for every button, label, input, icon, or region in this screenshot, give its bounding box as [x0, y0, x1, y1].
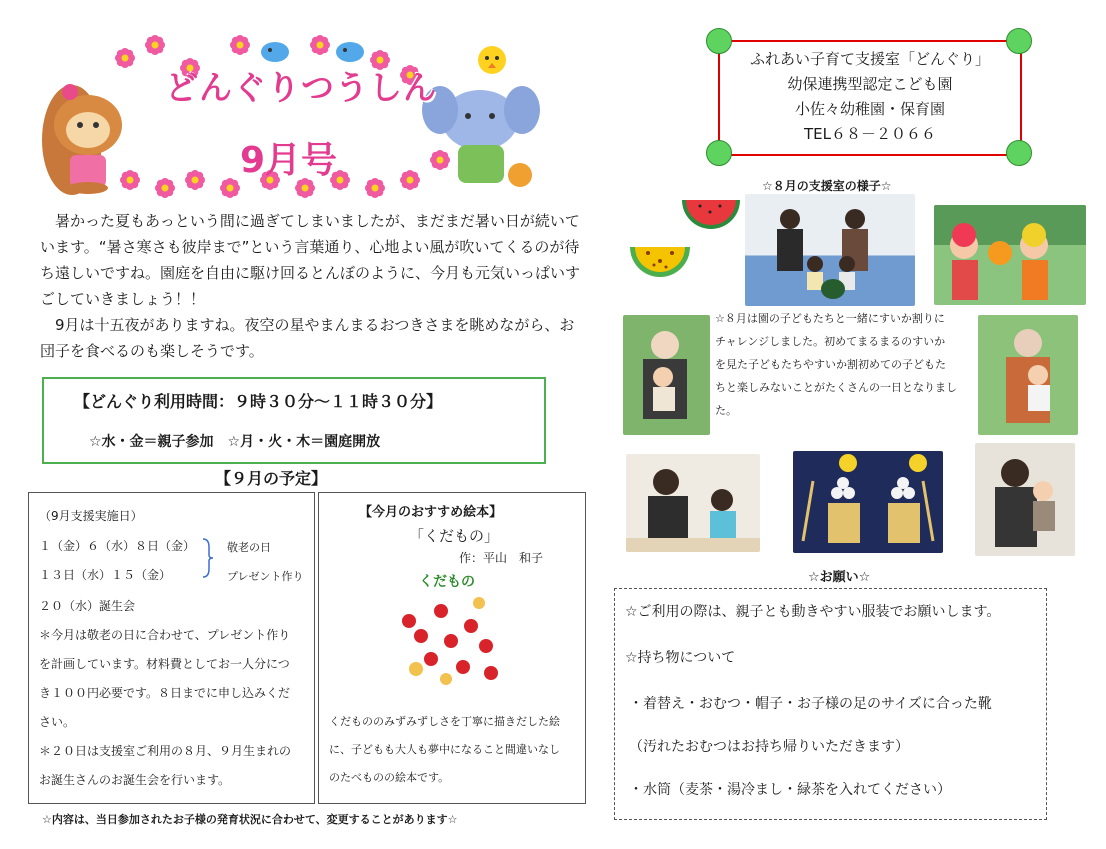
august-text-line: ☆８月は園の子どもたちと一緒にすいか割りに [715, 312, 945, 325]
book-title: 「くだもの」 [409, 527, 500, 545]
book-recommendation-box [318, 492, 586, 804]
request-line: ・着替え・おむつ・帽子・お子様の足のサイズに合った靴 [629, 696, 992, 712]
schedule-note: を計画しています。材料費としてお一人分につ [39, 657, 290, 671]
intro-paragraph: 暑かった夏もあっという間に過ぎてしまいましたが、まだまだ暑い日が続いています。“暑さ寒さも彼岸まで”という言葉通り、心地よい風が吹いてくるのが待ち遠しいですね。園庭を自由に駆け回るとんぼのように、今月も元気いっぱいすごしていきましょう！！ [40, 212, 581, 308]
schedule-note: ＊今月は敬老の日に合わせて、プレゼント作り [39, 628, 291, 642]
flower-icon [230, 35, 250, 55]
event-label: プレゼント作り [227, 570, 304, 583]
header-decoration [30, 30, 570, 210]
event-label: 敬老の日 [227, 541, 271, 554]
corner-dot [706, 28, 732, 54]
newsletter-title: どんぐりつうしん [165, 68, 437, 107]
flower-icon [220, 178, 240, 198]
facility-type: 幼保連携型認定こども園 [787, 75, 953, 93]
august-text-line: を見た子どもたちやすいか割初めての子どもた [715, 358, 946, 371]
august-text [715, 307, 967, 422]
august-caption: ☆８月の支援室の様子☆ [762, 179, 892, 193]
birthday-date: ２０（水）誕生会 [39, 599, 136, 613]
book-description: くだもののみずみずしさを丁寧に描きだした絵 [329, 715, 560, 728]
request-line: ☆ご利用の際は、親子とも動きやすい服装でお願いします。 [625, 604, 1001, 620]
schedule-dates: １３日（水）１５（金） [39, 568, 172, 582]
book-description: に、子どもも大人も夢中になること間違いなし [329, 743, 560, 756]
schedule-heading: （9月支援実施日） [39, 509, 143, 523]
hours-box [42, 377, 546, 464]
requests-title: ☆お願い☆ [808, 570, 871, 585]
book-description: のたべものの絵本です。 [329, 771, 450, 784]
schedule-box [28, 492, 315, 804]
photo-mother-baby-2 [978, 315, 1078, 435]
schedule-note: ＊２０日は支援室ご利用の８月、９月生まれの [39, 744, 292, 758]
watermelon-drawing [680, 196, 742, 232]
schedule-note: さい。 [39, 715, 76, 729]
watermelon-drawing [628, 243, 692, 283]
book-cover-title: くだもの [419, 574, 475, 590]
flower-icon [145, 35, 165, 55]
photo-mother-child-table [626, 454, 760, 552]
days-text: ☆水・金＝親子参加 ☆月・火・木＝園庭開放 [89, 434, 381, 450]
facility-name: ふれあい子育て支援室「どんぐり」 [749, 50, 990, 68]
intro-text [40, 208, 585, 364]
flower-icon [115, 48, 135, 68]
flower-icon [310, 35, 330, 55]
issue-label: 9月号 [240, 140, 338, 181]
flower-icon [400, 170, 420, 190]
squirrel-illustration [42, 84, 122, 195]
intro-paragraph: 9月は十五夜がありますね。夜空の星やまんまるおつきさまを眺めながら、お団子を食べるのも楽しそうです。 [40, 316, 575, 360]
august-text-line: ちと楽しみないことがたくさんの一日となりまし [715, 381, 957, 394]
august-text-line: チャレンジしました。初めてまるまるのすいか [715, 335, 946, 348]
phone-number: TEL６８－２０６６ [804, 125, 936, 143]
facility-school: 小佐々幼稚園・保育園 [794, 100, 945, 118]
corner-dot [1006, 28, 1032, 54]
photo-adults-children [745, 194, 915, 306]
request-line: ・水筒（麦茶・湯冷まし・緑茶を入れてください） [629, 782, 951, 798]
schedule-title: 【９月の予定】 [215, 469, 328, 488]
photo-tsukimi-craft [793, 451, 943, 553]
cherries-illustration [391, 591, 511, 691]
corner-dot [706, 140, 732, 166]
schedule-dates: １（金）６（水）８日（金） [39, 539, 196, 553]
book-header: 【今月のおすすめ絵本】 [359, 505, 503, 520]
requests-box [614, 588, 1047, 820]
photo-mother-holding-child [975, 443, 1075, 556]
request-line: （汚れたおむつはお持ち帰りいただきます） [629, 739, 909, 755]
flower-icon [430, 150, 450, 170]
schedule-note: き１００円必要です。８日までに申し込みくだ [39, 686, 291, 700]
flower-icon [185, 170, 205, 190]
corner-dot [1006, 140, 1032, 166]
request-line: ☆持ち物について [625, 650, 736, 666]
photo-mother-baby [623, 315, 710, 435]
bracket-icon [201, 537, 215, 579]
flower-icon [365, 178, 385, 198]
august-text-line: た。 [715, 404, 737, 417]
schedule-note: お誕生さんのお誕生会を行います。 [39, 773, 231, 787]
flower-icon [155, 178, 175, 198]
footer-note: ☆内容は、当日参加されたお子様の発育状況に合わせて、変更することがあります☆ [42, 813, 458, 826]
photo-watermelon-split [934, 205, 1086, 305]
book-author: 作：平山 和子 [459, 551, 544, 565]
contact-box [718, 40, 1022, 156]
flower-icon [120, 170, 140, 190]
hours-text: 【どんぐり利用時間：９時３０分～１１時３０分】 [74, 392, 443, 411]
